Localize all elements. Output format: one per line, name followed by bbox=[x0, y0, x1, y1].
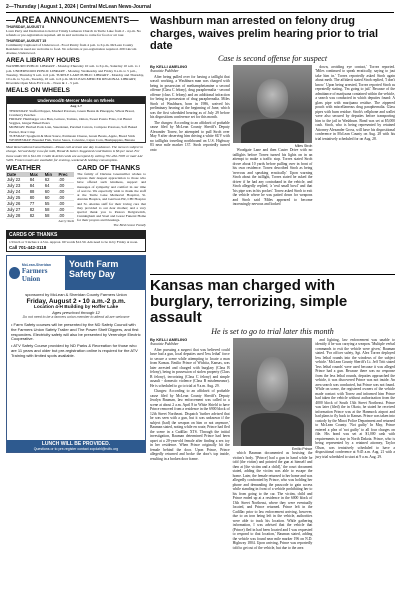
card-of-thanks-text: The family of Darlene Greenwiller wishes to express their deepest appreciation to those who have offered such kindness, support and messages of sympathy and comfort in our time of sorrow. We especially wish to thank the staff at the Turtle Lake Memorial Hospital, St. Alexius Hospice, and Garrison ER, CHI Hospice and St. Alexius staff for their loving care that they provided to our dear mother; and a very special thank you to Pastors Delgrawitch, Cunningham and Staal and Gorez Funeral Home for their prayers and blessings. bbox=[77, 172, 146, 223]
ad-bullet: • Farm Safety courses will be presented by the ND Safety Council with the Farmers Union Safety Trailer and The Power Shelf Diggers, and first responders. Electricity safety will also be presented by Verendrye Electric Cooperative. bbox=[11, 321, 141, 342]
weather-cell: 58 bbox=[44, 207, 58, 213]
card-of-thanks-heading: CARD OF THANKS bbox=[77, 165, 140, 173]
story1-body bbox=[150, 65, 395, 270]
meals-heading: MEALS ON WHEELS bbox=[6, 87, 70, 95]
card-of-thanks bbox=[77, 165, 146, 227]
story2-role: Associate Publisher bbox=[150, 342, 179, 346]
story2-paragraph: which Bauman documented as bruising the victim's body. '[Prince] had a gun in hand while he told (the victim) and pointed the gun at himself and then at [the victim and a child],' the court document stated, adding the victim was able to escape the home. Later, the female returned to her home and was allegedly confronted by Prince, who was holding her phone and demanding the passcode to gain access while standing in front of a vehicle prohibiting her to his from going to the car. The victim, child and Prince ended up at a residence in the 6000 block of 13th Street Northeast, where they were eventually located, and Prince returned. Prince left in the Cadillac prior to law enforcement arriving, however, due to an iron being left in the vehicle, authorities were able to track his location. While gathering information, I was advised that the vehicle that (Prince) fled in had been located and I was requested to respond to that location,' Bauman stated, adding the vehicle was found near mile marker 196 on N.D. Highway 1804. Upon arriving, Prince was reportedly told to get out of the vehicle, but due to the area bbox=[232, 451, 313, 550]
story2-col1 bbox=[150, 338, 230, 614]
announcement-when: THURSDAY, AUGUST 8 bbox=[6, 25, 45, 29]
story2-photo-caption: Emilio Prince bbox=[291, 446, 313, 451]
story1-col2 bbox=[233, 65, 313, 270]
story2-photo bbox=[233, 338, 313, 446]
meals-menu bbox=[6, 96, 146, 143]
story1-paragraph: Woodgate Lane and then Custer Drive with no taillights before Torrez turned his lights on in an attempt to make a traffic stop. Torrez stated Stroh drove about 10 yards before pulling over in front of his own residence. Torrez described Stroh as being 'nervous and speaking erratically.' Upon warning Stroh about the taillight, Torrez stated he asked the driver if he had any contraband in the vehicle, and Stroh allegedly replied, 'a 'real small bowl' and that 'his pipe was in his pocket.' Torrez asked Stroh to exit the vehicle where he was patted down for weapons and Stroh said 'Miles appeared to become increasingly nervous and looked bbox=[232, 148, 313, 206]
story1-col1 bbox=[150, 65, 230, 270]
story2-paragraph: Charges: According to an affidavit of probable cause filed by McLean County Sheriff's Deputy Jeralyn Bauman, law enforcement was called to a scene at about 2 a.m. April 8 in White Shield to have Prince removed from a residence in the 6900 block of 12th Street Northeast. Dispatch 'further advised that he was seen with a gun, but it was unknown if the subject (had) the weapon on him or not anymore,' Bauman stated, noting while en route, Prince had fled the scene in a Cadillac XTS. Through the initial investigation, Bauman determined Prince had been upset at a 20-year-old female after finding a sex toy in her residence. When Prince originally hit the female behind the door. Upon Prince, Prince allegedly returned and broke the door's top inside, resulting in a broken door frame. bbox=[150, 389, 230, 461]
story2-col2 bbox=[233, 338, 313, 614]
ad-brand-big: Farmers Union bbox=[21, 266, 48, 283]
ad-bullets bbox=[7, 321, 145, 363]
weather-cell: July 26 bbox=[6, 201, 29, 207]
weather-col: Max bbox=[29, 172, 44, 177]
ad-contact: Questions or to pre-register contact zopdahl@ndfu.org bbox=[33, 446, 119, 451]
weather-cell: .00 bbox=[57, 177, 74, 183]
ad-title: Youth Farm Safety Day bbox=[65, 256, 145, 290]
weather-block bbox=[6, 165, 74, 227]
announcement-text: Community Cupboard of Underwood - Food Pantry from 4 p.m. to 6 p.m. McLean County Residents in need are welcome to food. No referrals or pre-registration required. 209 Lincoln Avenue, Underwood. bbox=[6, 42, 137, 56]
weather-cell: July 27 bbox=[6, 207, 29, 213]
story-divider bbox=[150, 274, 395, 275]
right-column bbox=[150, 15, 395, 614]
story2-byline: By KELLI AMELING bbox=[150, 337, 188, 342]
weather-cell: .00 bbox=[57, 201, 74, 207]
weather-cell: 84 bbox=[29, 177, 44, 183]
ad-brand-small: McLean-Sheridan bbox=[21, 262, 51, 267]
farmers-union-emblem-icon bbox=[9, 267, 20, 279]
story2-paragraph: After pursuing a suspect that was believed could have had a gun, local deputies used 'less lethal' force to secure a scene while attempting to locate a man from Kansas. Emilio Prince of Wichita, Kansas, was later arrested and charged with burglary (Class B felony), being in possession of stolen property (Class B felony), terrorizing (Class C felony) and simple assault - domestic violence (Class B misdemeanor). He is scheduled to go to trial at 9 a.m. Aug. 29. bbox=[150, 347, 230, 388]
meals-note: Meal Reservations/Cancellations - Please call at least one day in advance. The menu is subject to change. Served daily: Low-fat milk, Bread & butter. Suggested contribution is $6 per meal. For those under 60 is $12.00. Credit & debit cards are accepted by calling 701-262-7005 or mail 442 5409. Frozen meals are available for evening, weekend & holiday consumption. bbox=[6, 145, 144, 162]
cards-box-title: CARDS OF THANKS bbox=[7, 231, 145, 239]
cards-box-body: 1/9 inch or 3 inches x 4.5 in. Approx. 60 words $12.50. Ads need to be in by Friday at noon. bbox=[9, 239, 139, 244]
meal-day: MONDAY: Herbed Pork Loin, Sauerkraut, Parslied Carrots, Compote Potatoes, Soft Baked Pretzel, Pear Crisp bbox=[9, 125, 138, 134]
announcement-text: Lawn Party and Dedication is held at Trinity Lutheran Church in Turtle Lake from 2 - 4 p.m. No refunds or pre-registration required. All in and welcome to come for food or art tour. bbox=[6, 29, 141, 38]
cards-of-thanks-ad bbox=[6, 230, 146, 252]
weather-cell: 84 bbox=[29, 183, 44, 189]
story1-photo-caption: Miles Stroh bbox=[294, 143, 313, 148]
story2-paragraph: and lighting, law enforcement was unable to identify if he was carrying a weapon. 'Multiple verbal commands to exit the vehicle were given,' Bauman stated. 'For officer safety, Sgt. Alex Torrez deployed less lethal rounds into the windows of the subject vehicle.' McLean County Sheriff's Lt. Jeff Tritt stated 'less lethal rounds' were used because it was alleged Prince had a gun. Because there was no response from the less lethal rounds, deputies approached the vehicle, it was discovered Prince was not inside. An area search was conducted, but Prince was not found. While on scene, the registered owners of the vehicle made contact with Torrez and informed him Prince had taken the vehicle without authorization from the 4000 block of South 13th Street Northeast. Prince was later (filed) the in Okoto, he stated he received information Prince was at the Hanmock airport and had plans to fly back to Kansas. Prince was taken into custody by the Minot Police Department and returned to McLean County. 'Not guilty' In May, Prince entered a plea of 'not guilty' to all four charges on file. His bond was set at $1,000 cash with requirements to stay in North Dakota. Prince, who is being represented by a retained attorney, Taylor Olson, was tentatively scheduled to have a dispositional conference at 9:45 a.m. Aug. 21 with a jury trial scheduled to start at 9 a.m. Aug. 29. bbox=[315, 337, 395, 459]
weather-cell: 58 bbox=[44, 213, 58, 219]
story1-headline: Washburn man arrested on felony drug charges, waives prelim hearing prior to trial date bbox=[150, 15, 379, 52]
weather-cell: July 22 bbox=[6, 177, 29, 183]
weather-cell: .00 bbox=[57, 213, 74, 219]
youth-farm-safety-ad bbox=[6, 255, 146, 453]
meal-day: WEDNESDAY: Breaded Fish, Tartar Sauce, Coleslaw, Cajun Corn, Hushpuppies, Banana bbox=[9, 138, 135, 143]
meal-day: THURSDAY: Stuffed Pepper, Mashed Potatoes, Green Beans & Pineapple, Wheat Bread, Cranberry Peaches bbox=[9, 108, 135, 117]
weather-cell: .00 bbox=[57, 207, 74, 213]
weather-cell: 82 bbox=[29, 207, 44, 213]
meals-box-title: Underwood/E-Mercer Meals on Wheels bbox=[7, 97, 145, 104]
weather-cell: .00 bbox=[57, 183, 74, 189]
library-hours: WASHBURN PUBLIC LIBRARY - Monday-Thursday 10 a.m. to 6 p.m., Saturday 10 a.m. to 1 p.m. UNDERWOOD PUBLIC LIBRARY - Monday, Wednesday and Friday 9 a.m. to 5 p.m., Tuesday, Thursday 9 a.m. to 6 p.m. TURTLE LAKE PUBLIC LIBRARY - Monday and Thursday, 10 a.m. to 5 p.m., Tuesday, 10 a.m. to 6 p.m. McCLEAN-MERCER REGIONAL LIBRARY, Riverdale Open Mon-Fri 9 a.m. - Noon & 1 - 5 p.m. bbox=[6, 64, 144, 86]
left-column bbox=[6, 15, 146, 453]
weather-and-thanks bbox=[6, 165, 146, 227]
ad-sponsored: sponsored by McLean & Sheridan County Farmers Union bbox=[25, 291, 127, 297]
story1-col3 bbox=[315, 65, 395, 270]
ad-ages: Ages preschool through 12 bbox=[52, 309, 100, 315]
farmers-union-logo bbox=[7, 256, 65, 290]
story1-role: Associate Publisher bbox=[150, 69, 179, 73]
ad-bullet: • ATV Safety Course provided by ND Parks & Recreation for those who are 11 years and older but pre-registration online is required for the ATV Training with limited spots available. bbox=[11, 343, 138, 358]
weather-cell: 60 bbox=[44, 189, 58, 195]
weather-table bbox=[6, 172, 74, 219]
story1-deck: Case is second offense for suspect bbox=[217, 53, 328, 63]
weather-col: Min bbox=[44, 172, 58, 177]
weather-row bbox=[6, 213, 74, 219]
weather-cell: July 24 bbox=[6, 189, 29, 195]
weather-cell: 60 bbox=[44, 195, 58, 201]
meal-day: FRIDAY: Hamburger on a Bun, Lettuce, Tomato, Onion, Sweet Potato Fries, Cal Blend Veggies, Ginger Baked Pears bbox=[9, 117, 132, 126]
story2-body bbox=[150, 338, 395, 614]
page-masthead: 2—Thursday | August 1, 2024 | Central McLean News-Journal bbox=[6, 3, 394, 13]
weather-cell: 62 bbox=[44, 177, 58, 183]
weather-cell: 80 bbox=[29, 195, 44, 201]
announcements-heading: —AREA ANNOUNCEMENTS— bbox=[6, 15, 139, 25]
meal-day: TUESDAY: Spaghetti & Meat Sauce, Parmesan Cheese, Green Beans, Apple, Bread Stick bbox=[9, 133, 136, 138]
weather-cell: 64 bbox=[44, 183, 58, 189]
weather-heading: WEATHER bbox=[6, 165, 41, 173]
card-of-thanks-signed: The Bird Grave Family bbox=[113, 222, 146, 227]
weather-col: Prec bbox=[57, 172, 74, 177]
weather-credit: Larry Stelz bbox=[58, 219, 74, 224]
announcement-item bbox=[6, 25, 146, 38]
story1-byline: By KELLI AMELING bbox=[150, 64, 188, 69]
announcement-when: THURSDAY, AUGUST 15 bbox=[6, 38, 47, 43]
ad-footer bbox=[7, 440, 145, 452]
weather-col: Date bbox=[6, 172, 29, 177]
ad-lunch: LUNCH WILL BE PROVIDED. bbox=[41, 440, 111, 447]
story2-headline: Kansas man charged with burglary, terrorizing, simple assault bbox=[150, 276, 348, 326]
ad-date: Friday, August 2 • 10 a.m.-2 p.m. bbox=[26, 297, 126, 305]
weather-cell: July 25 bbox=[6, 195, 29, 201]
weather-cell: 55 bbox=[44, 201, 58, 207]
story2-col3 bbox=[315, 338, 395, 614]
weather-cell: July 28 bbox=[6, 213, 29, 219]
meals-box-dates: Aug 1-7 bbox=[70, 104, 82, 109]
weather-cell: July 23 bbox=[6, 183, 29, 189]
announcement-item bbox=[6, 39, 146, 56]
ad-note: Do not need to be a farmers union member to attend all are welcome bbox=[22, 314, 130, 319]
story1-paragraph: The charges: According to an affidavit of probable cause filed by McLean County Sheriff's Deputy Alexander Torrez, he attempted to pull Stroh over May 9 after observing him driving a white SUV with no taillights traveling northbound on U.S. Highway 83 near mile marker 137. Stroh reportedly turned onto bbox=[150, 120, 230, 152]
story1-photo bbox=[233, 65, 313, 143]
cards-box-phone: Call 701-442-3118 bbox=[9, 244, 47, 250]
weather-cell: 88 bbox=[29, 189, 44, 195]
story1-paragraph: down, avoiding eye contact,' Torrez reported. 'Miles continued to speak erratically, saying to just take him in.' Torrez reportedly asked Stroh again about meth. The affidavit stated Stroh replied, 'I don't know.' Upon being arrested, Torrez reported Stroh as repeatedly stating, 'I'm going to jail.' Because of the admittance of marijuana contained within the vehicle, a search was conducted in which deputies found: A glass pipe with marijuana residue. The zippered pouch with miscellaneous drug paraphernalia. Glass pipes with burn residue. Stroh's cellphone and wallet were also secured by deputies before transporting him to the jail in Washburn. Bond was set at $5,000 cash. Stroh, who is being represented by retained Attorney Alexander Gross, will have his dispositional conference in McLean County on Aug. 28 with his trial tentatively scheduled for on Aug. 28. bbox=[315, 64, 395, 141]
ad-location: Location 4-H Building by Hoffer Lake bbox=[33, 304, 119, 310]
weather-cell: .00 bbox=[57, 195, 74, 201]
story2-deck: He is set to go to trial later this month bbox=[211, 326, 334, 336]
weather-cell: .00 bbox=[57, 189, 74, 195]
story1-paragraph: After being pulled over for having a taillight that wasn't working, a Washburn man was charged with being in possession of methamphetamine a second offense (Class C felony), drug paraphernalia - second offense (class C felony) and an additional infraction for being in possession of drug paraphernalia. Miles Stroh of Washburn, born in 1986, waived his preliminary hearing at the beginning of June, which was the first scheduled hearing as of July 29 before his dispositions conference set for this month. bbox=[150, 74, 230, 119]
library-heading: AREA LIBRARY HOURS bbox=[6, 57, 80, 65]
weather-cell: 77 bbox=[29, 201, 44, 207]
weather-cell: 82 bbox=[29, 213, 44, 219]
